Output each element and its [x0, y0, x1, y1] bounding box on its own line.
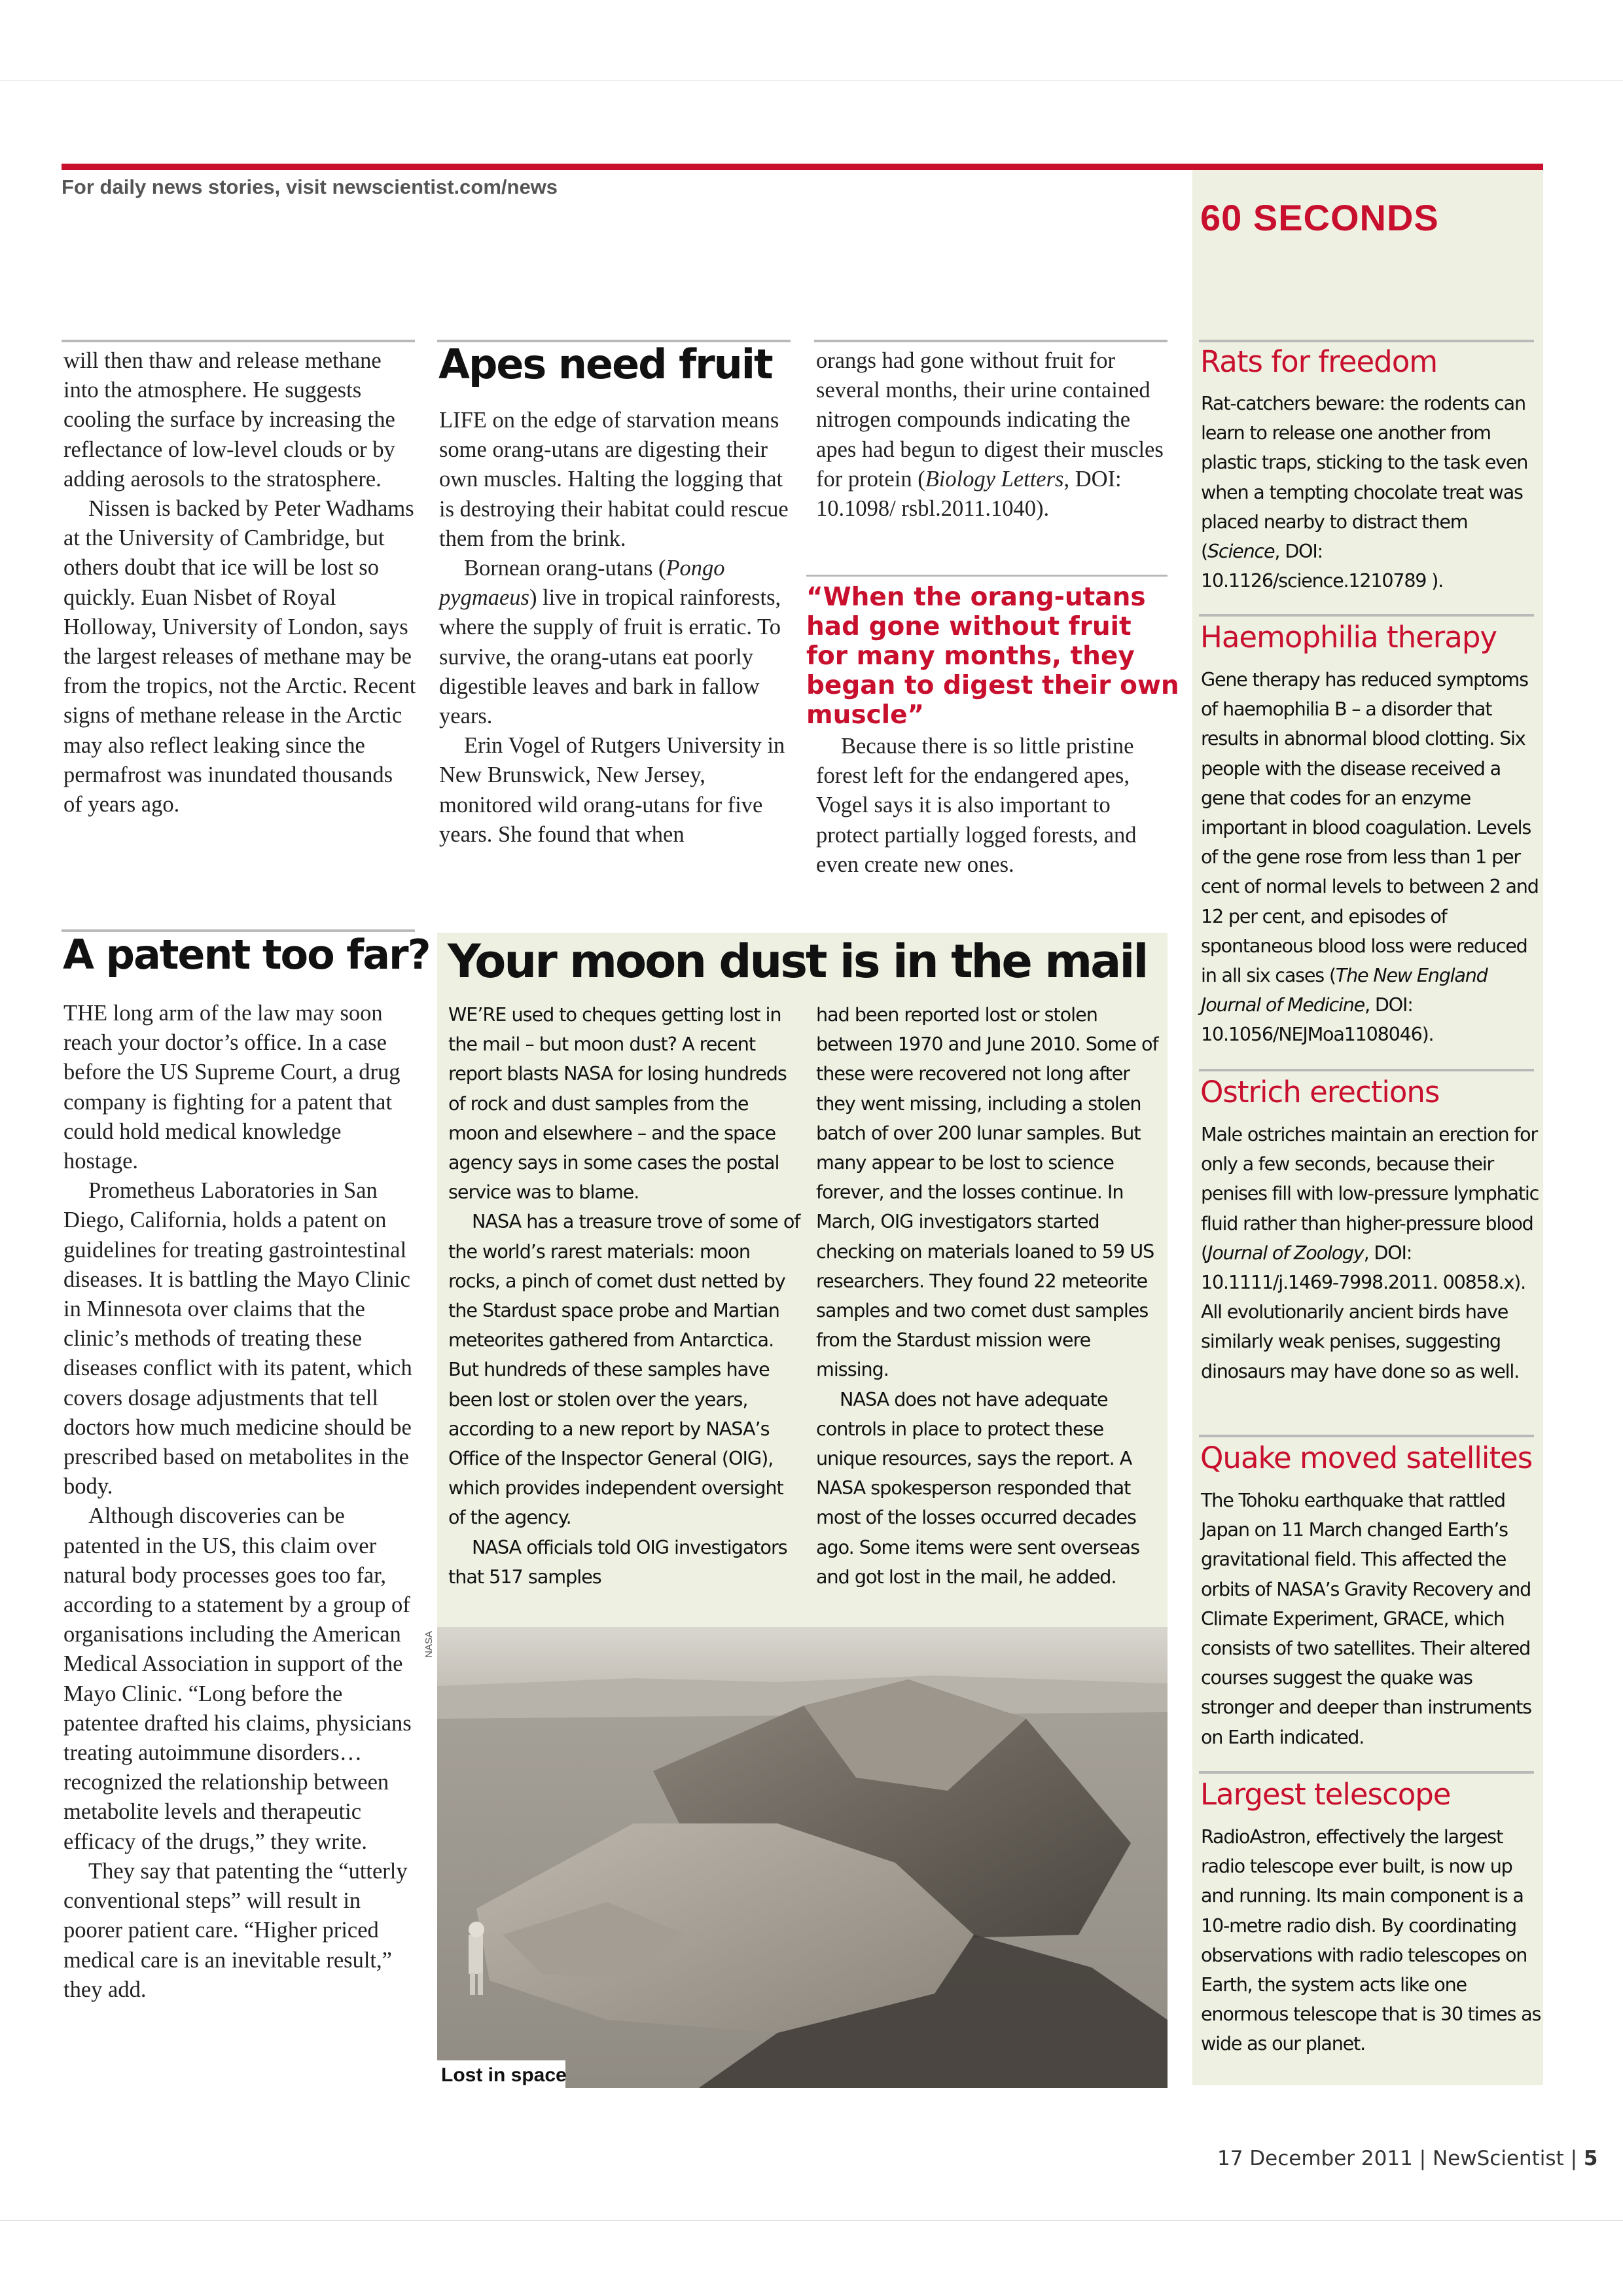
paragraph: had been reported lost or stolen between 1970 and June 2010. Some of these were recovered not long after they went missing, including a stolen batch of over 200 lunar samples. But many appear to be lost to science forever, and the losses continue. In March, OIG investigators started checking on materials loaned to 59 US researchers. They found 22 meteorite samples and two comet dust samples from the Stardust mission were missing.	[816, 1003, 1158, 1381]
paragraph: RadioAstron, effectively the largest radio telescope ever built, is now up and running. Its main component is a 10-metre radio dish. By coordinating observations with radio telescopes on Earth, the system acts like one enormous telescope that is 30 times as wide as our planet.	[1201, 1825, 1541, 2055]
issue-date: 17 December 2011	[1217, 2147, 1413, 2170]
moon-boulder-photo	[437, 1627, 1168, 2088]
apes-headline: Apes need fruit	[438, 340, 772, 388]
paragraph: THE long arm of the law may soon reach your doctor’s office. In a case before the US Supreme Court, a drug company is fighting for a patent that could hold medical knowledge hostage.	[63, 1001, 401, 1174]
column-rule	[62, 340, 415, 342]
paragraph: WE’RE used to cheques getting lost in the mail – but moon dust? A recent report blasts NASA for losing hundreds of rock and dust samples from the moon and elsewhere – and the space agency says in some cases the postal service was to blame.	[448, 1003, 787, 1204]
page-top-edge	[0, 80, 1623, 81]
footer-separator: |	[1570, 2147, 1584, 2170]
footer-separator: |	[1419, 2147, 1433, 2170]
paragraph: Because there is so little pristine forest left for the endangered apes, Vogel says it is also important to protect partially logged forests, and even create new ones.	[816, 734, 1137, 877]
page-bottom-edge	[0, 2220, 1623, 2221]
patent-headline: A patent too far?	[63, 931, 430, 978]
paragraph: Erin Vogel of Rutgers University in New Brunswick, New Jersey, monitored wild orang-utans for five years. She found that when	[439, 733, 785, 847]
magazine-name: NewScientist	[1432, 2147, 1564, 2170]
sidebar-rule	[1199, 1069, 1534, 1071]
sidebar-title-rats: Rats for freedom	[1200, 344, 1438, 379]
sidebar-title-quake: Quake moved satellites	[1200, 1441, 1533, 1475]
moon-left-column	[448, 1000, 802, 1592]
sidebar-text-ostrich	[1201, 1120, 1541, 1386]
paragraph: orangs had gone without fruit for several months, their urine contained nitrogen compounds indicating the apes had begun to digest their muscles for protein (Biology Letters, DOI: 10.1098/ rsbl.2011.1040).	[816, 348, 1164, 522]
news-visit-line: For daily news stories, visit newscientist.com/news	[62, 175, 558, 198]
sidebar-rule	[1199, 614, 1534, 617]
apes-column-3-bottom	[816, 732, 1169, 880]
paragraph: Rat-catchers beware: the rodents can learn to release one another from plastic traps, sticking to the task even when a tempting chocolate treat was placed nearby to distract them (Science, DOI: 10.1126/science.1210789 ).	[1201, 392, 1528, 592]
page-number: 5	[1583, 2147, 1598, 2170]
moon-headline: Your moon dust is in the mail	[448, 935, 1147, 988]
sidebar-text-telescope	[1201, 1822, 1541, 2059]
column-rule	[814, 340, 1168, 342]
apes-column-3-top	[816, 346, 1169, 524]
paragraph: The Tohoku earthquake that rattled Japan on 11 March changed Earth’s gravitational field. This affected the orbits of NASA’s Gravity Recovery and Climate Experiment, GRACE, which consists of two satellites. Their altered courses suggest the quake was stronger and deeper than instruments on Earth indicated.	[1201, 1489, 1531, 1748]
paragraph: Bornean orang-utans (Pongo pygmaeus) live in tropical rainforests, where the supply of fruit is erratic. To survive, the orang-utans eat poorly digestible leaves and bark in fallow years.	[439, 556, 781, 729]
sidebar-title-telescope: Largest telescope	[1200, 1777, 1451, 1812]
paragraph: Gene therapy has reduced symptoms of haemophilia B – a disorder that results in abnormal blood clotting. Six people with the disease received a gene that codes for an enzyme important in blood coagulation. Levels of the gene rose from less than 1 per cent of normal levels to between 2 and 12 per cent, and episodes of spontaneous blood loss were reduced in all six cases (The New England Journal of Medicine, DOI: 10.1056/NEJMoa1108046).	[1201, 668, 1539, 1046]
sidebar-title-ostrich: Ostrich erections	[1200, 1075, 1440, 1109]
paragraph: LIFE on the edge of starvation means some orang-utans are digesting their own muscles. Halting the logging that is destroying their habitat could rescue them from the brink.	[439, 408, 789, 551]
moon-right-column	[816, 1000, 1163, 1592]
apes-column-2	[439, 406, 793, 850]
patent-article	[63, 999, 417, 2005]
photo-credit: NASA	[423, 1631, 435, 1658]
sidebar-title-haemophilia: Haemophilia therapy	[1200, 620, 1497, 655]
sidebar-text-quake	[1201, 1486, 1541, 1752]
pull-quote-rule	[806, 575, 1168, 577]
photo-caption: Lost in space	[441, 2064, 567, 2086]
pull-quote: “When the orang-utans had gone without fruit for many months, they began to digest their own muscle”	[806, 583, 1179, 730]
paragraph: Prometheus Laboratories in San Diego, California, holds a patent on guidelines for treating gastrointestinal diseases. It is battling the Mayo Clinic in Minnesota over claims that the clinic’s methods of treating these diseases conflict with its patent, which covers dosage adjustments that tell doctors how much medicine should be prescribed based on metabolites in the body.	[63, 1178, 412, 1499]
sidebar-text-rats	[1201, 389, 1541, 596]
section-title: 60 SECONDS	[1200, 197, 1439, 238]
sidebar-rule	[1199, 1435, 1534, 1437]
sidebar-rule	[1199, 1771, 1534, 1774]
paragraph: Male ostriches maintain an erection for only a few seconds, because their penises fill with low-pressure lymphatic fluid rather than higher-pressure blood (Journal of Zoology, DOI: 10.1111/j.1469-7998.2011. 00858.x). All evolutionarily ancient birds have similarly weak penises, suggesting dinosaurs may have done so as well.	[1201, 1123, 1539, 1382]
paragraph: Nissen is backed by Peter Wadhams at the University of Cambridge, but others doubt that ice will be lost so quickly. Euan Nisbet of Royal Holloway, University of London, says the largest releases of methane may be from the tropics, not the Arctic. Recent signs of methane release in the Arctic may also reflect leaking since the permafrost was inundated thousands of years ago.	[63, 496, 416, 817]
paragraph: NASA does not have adequate controls in place to protect these unique resources, says the report. A NASA spokesperson responded that most of the losses occurred decades ago. Some items were sent overseas and got lost in the mail, he added.	[816, 1388, 1139, 1588]
header-red-bar	[62, 164, 1543, 170]
paragraph: will then thaw and release methane into the atmosphere. He suggests cooling the surface by increasing the reflectance of low-level clouds or by adding aerosols to the stratosphere.	[63, 348, 395, 492]
paragraph: Although discoveries can be patented in the US, this claim over natural body processes goes too far, according to a statement by a group of organisations including the American Medical Association in support of the Mayo Clinic. “Long before the patentee drafted his claims, physicians treating autoimmune disorders… recognized the relationship between metabolite levels and therapeutic efficacy of the drugs,” they write.	[63, 1503, 412, 1854]
paragraph: They say that patenting the “utterly conventional steps” will result in poorer patient care. “Higher priced medical care is an inevitable result,” they add.	[63, 1858, 408, 2002]
paragraph: NASA officials told OIG investigators that 517 samples	[448, 1535, 787, 1588]
page-footer	[1217, 2147, 1597, 2170]
sidebar-text-haemophilia	[1201, 665, 1541, 1050]
paragraph: NASA has a treasure trove of some of the world’s rarest materials: moon rocks, a pinch of comet dust netted by the Stardust space probe and Martian meteorites gathered from Antarctica. But hundreds of these samples have been lost or stolen over the years, according to a new report by NASA’s Office of the Inspector General (OIG), which provides independent oversight of the agency.	[448, 1210, 800, 1529]
methane-story-continuation	[63, 346, 417, 819]
sidebar-rule	[1199, 340, 1534, 342]
